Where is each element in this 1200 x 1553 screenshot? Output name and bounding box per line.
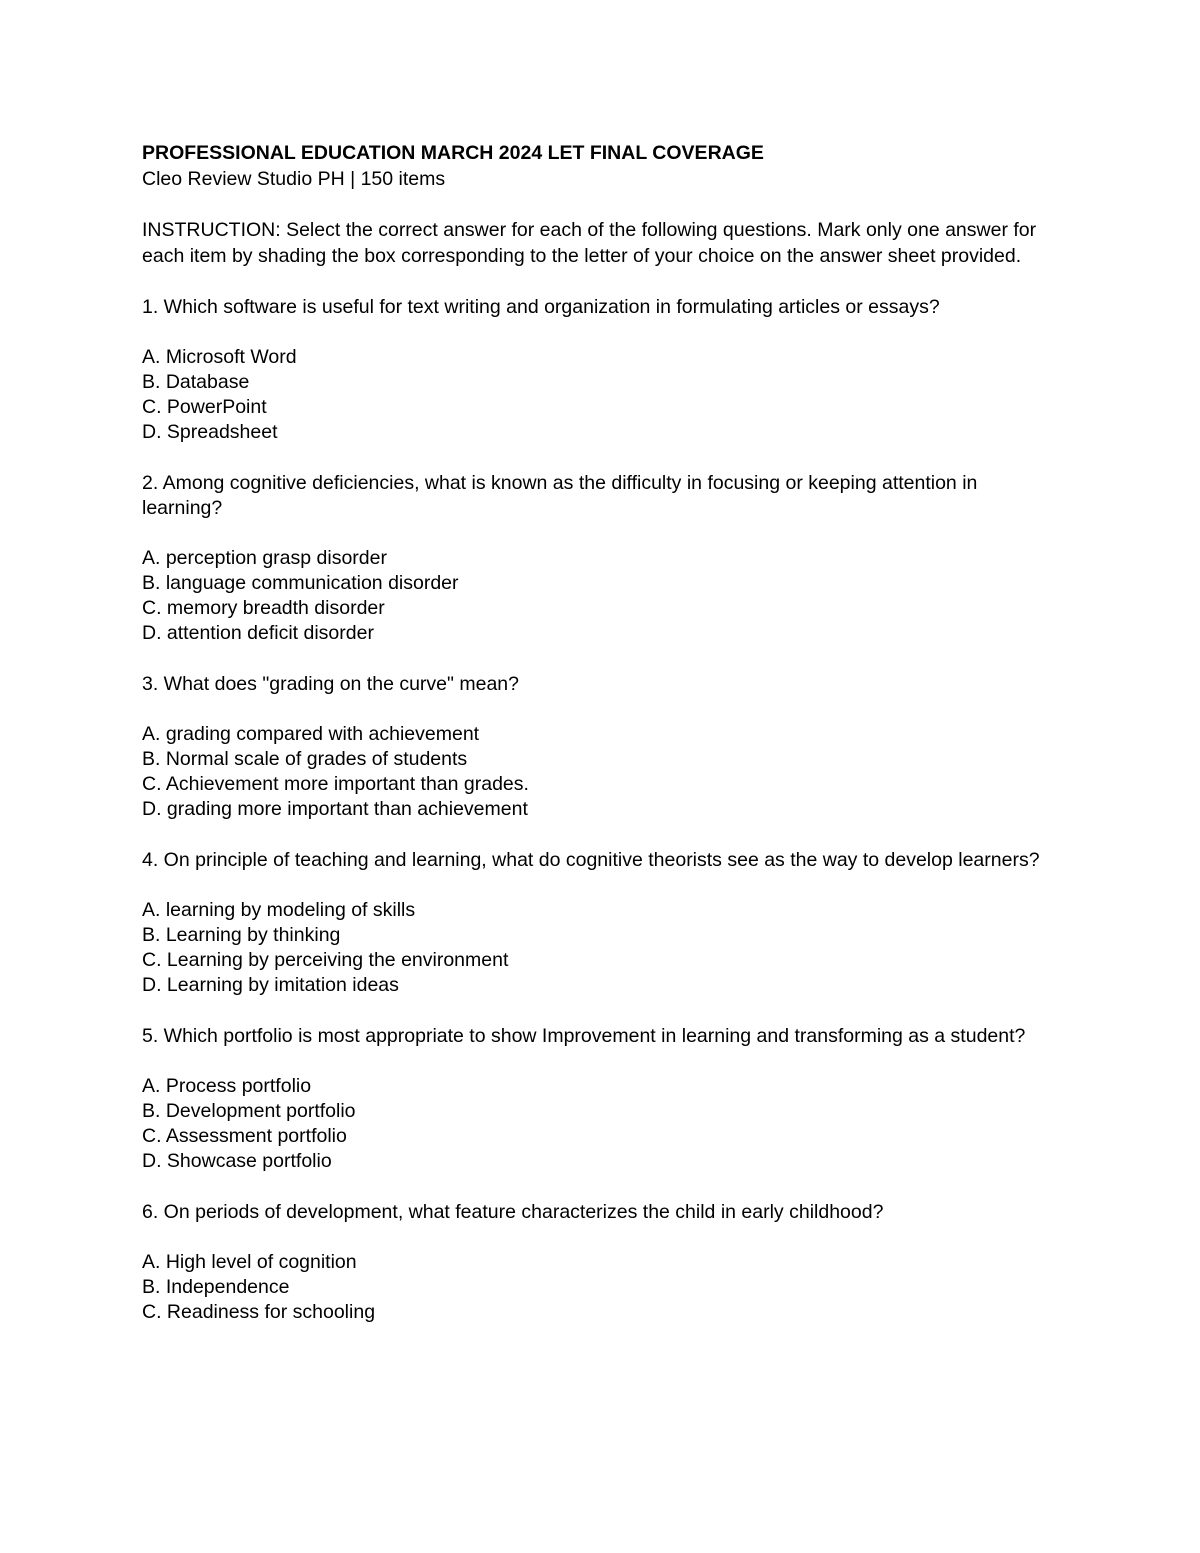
- option-b: B. Independence: [142, 1276, 290, 1298]
- option-list: [142, 722, 1052, 822]
- question-text: 1. Which software is useful for text writing and organization in formulating articles or essays?: [142, 296, 940, 318]
- question-item: [142, 848, 1052, 998]
- question-item: [142, 1024, 1052, 1174]
- option-c: C. Learning by perceiving the environment: [142, 949, 509, 971]
- option-c: C. Achievement more important than grades.: [142, 773, 529, 795]
- question-item: [142, 471, 1052, 646]
- question-text: 3. What does "grading on the curve" mean?: [142, 673, 519, 695]
- question-item: [142, 1200, 1052, 1325]
- question-text: 4. On principle of teaching and learning, what do cognitive theorists see as the way to develop learners?: [142, 849, 1040, 871]
- option-c: C. PowerPoint: [142, 396, 267, 418]
- document-page: [142, 140, 1052, 1325]
- option-list: [142, 1074, 1052, 1174]
- option-list: [142, 898, 1052, 998]
- option-a: A. Process portfolio: [142, 1075, 312, 1097]
- option-b: B. Learning by thinking: [142, 924, 341, 946]
- option-c: C. Assessment portfolio: [142, 1125, 347, 1147]
- document-subtitle: Cleo Review Studio PH | 150 items: [142, 168, 446, 190]
- option-list: [142, 345, 1052, 445]
- question-item: [142, 295, 1052, 445]
- option-a: A. High level of cognition: [142, 1251, 357, 1273]
- option-a: A. perception grasp disorder: [142, 547, 387, 569]
- option-d: D. Spreadsheet: [142, 421, 278, 443]
- option-b: B. Normal scale of grades of students: [142, 748, 468, 770]
- instruction-text: INSTRUCTION: Select the correct answer for each of the following questions. Mark only one answer for each item by shading the box corresponding to the letter of your choice on the answer sheet provided.: [142, 219, 1037, 267]
- question-item: [142, 672, 1052, 822]
- option-b: B. language communication disorder: [142, 572, 459, 594]
- option-a: A. learning by modeling of skills: [142, 899, 416, 921]
- option-list: [142, 546, 1052, 646]
- question-text: 2. Among cognitive deficiencies, what is known as the difficulty in focusing or keeping attention in learning?: [142, 472, 978, 519]
- question-text: 6. On periods of development, what feature characterizes the child in early childhood?: [142, 1201, 884, 1223]
- option-c: C. Readiness for schooling: [142, 1301, 376, 1323]
- option-b: B. Database: [142, 371, 250, 393]
- option-a: A. Microsoft Word: [142, 346, 297, 368]
- option-b: B. Development portfolio: [142, 1100, 356, 1122]
- option-d: D. Learning by imitation ideas: [142, 974, 399, 996]
- option-d: D. attention deficit disorder: [142, 622, 374, 644]
- option-d: D. Showcase portfolio: [142, 1150, 332, 1172]
- option-list: [142, 1250, 1052, 1325]
- document-title: PROFESSIONAL EDUCATION MARCH 2024 LET FINAL COVERAGE: [142, 142, 764, 164]
- option-c: C. memory breadth disorder: [142, 597, 385, 619]
- question-list: [142, 295, 1052, 1325]
- question-text: 5. Which portfolio is most appropriate to show Improvement in learning and transforming as a student?: [142, 1025, 1026, 1047]
- option-a: A. grading compared with achievement: [142, 723, 480, 745]
- option-d: D. grading more important than achievement: [142, 798, 528, 820]
